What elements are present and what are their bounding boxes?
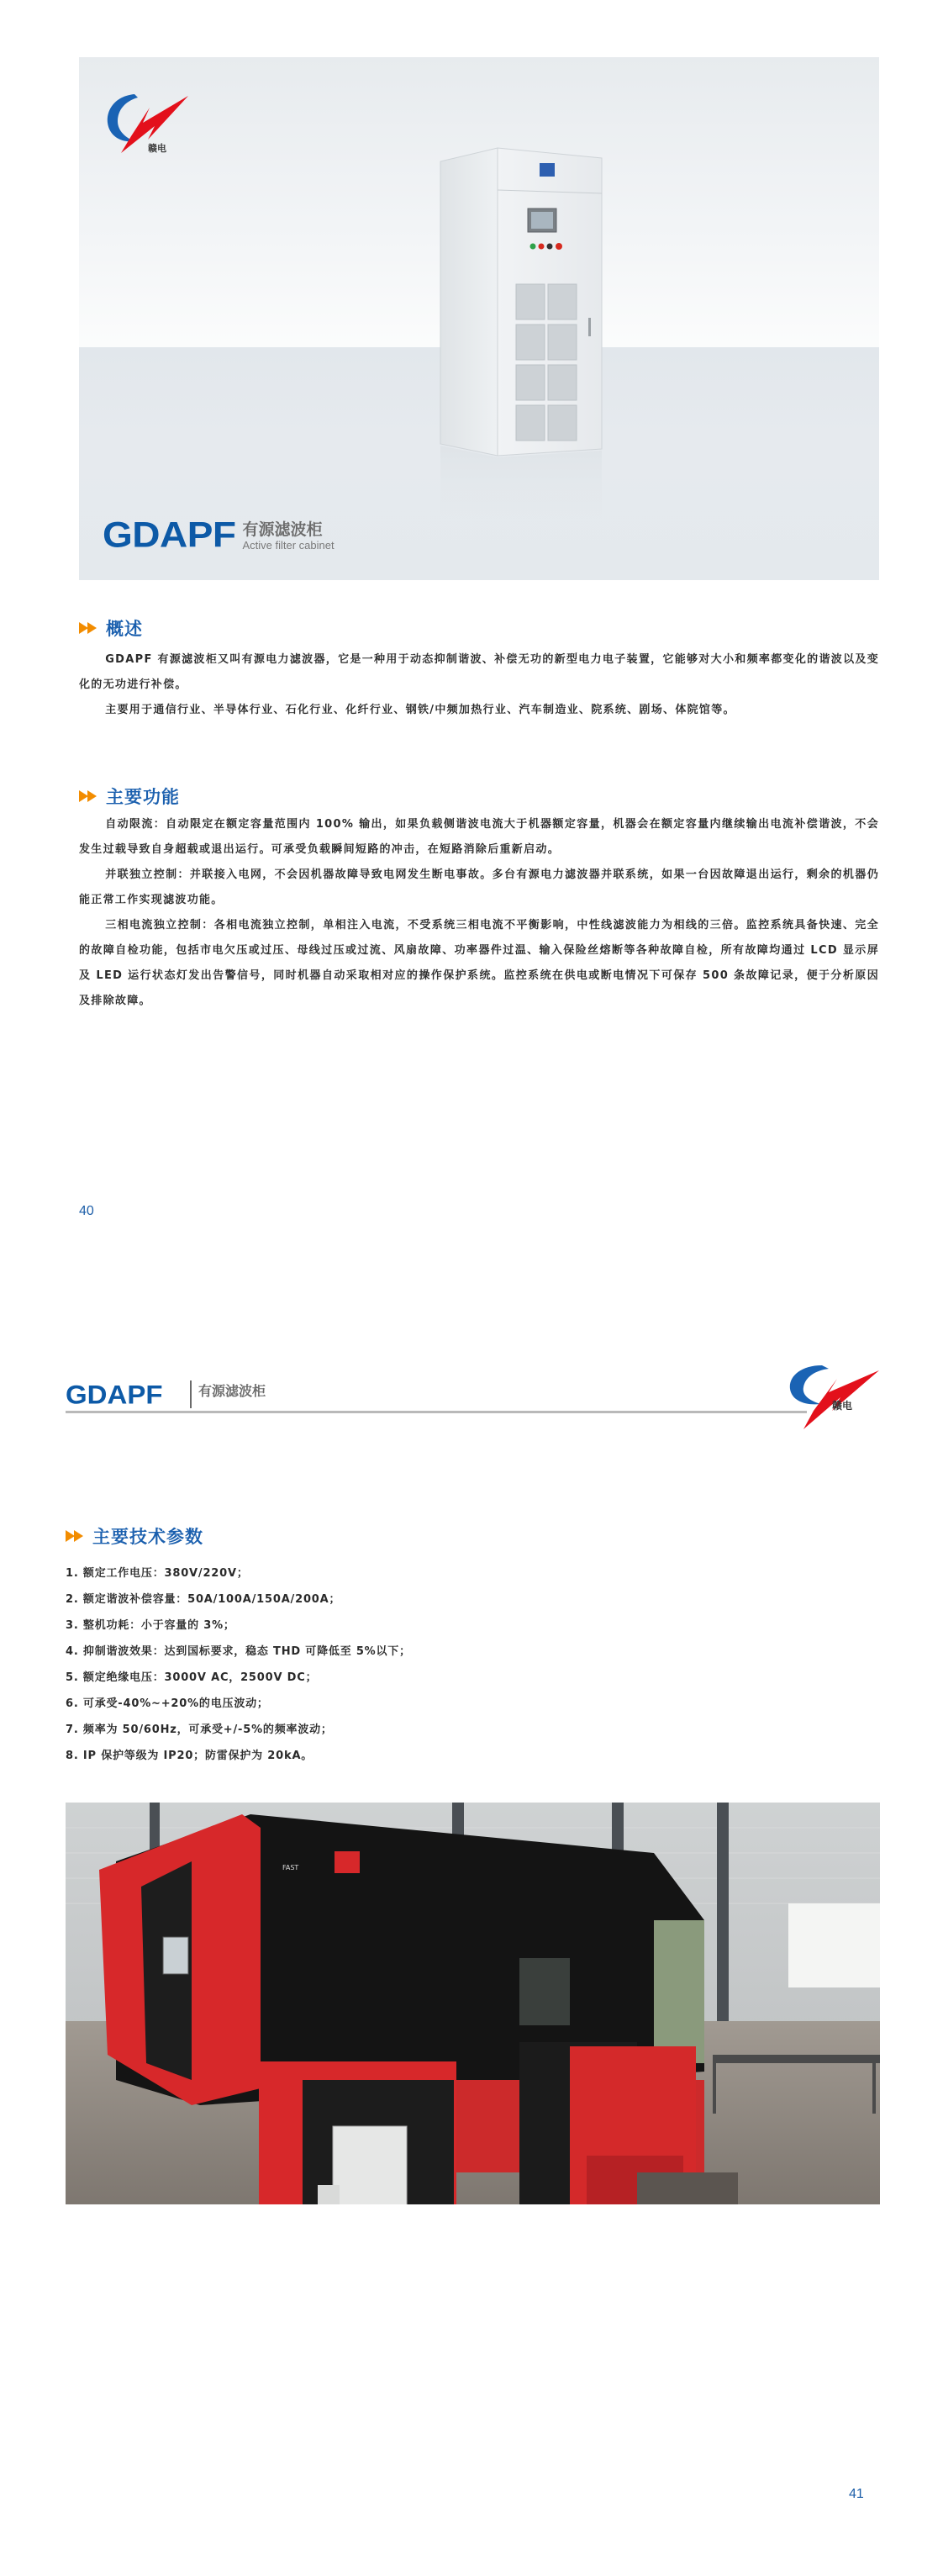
specs-heading [66,1523,203,1549]
spec-item: 8. IP 保护等级为 IP20；防雷保护为 20kA。 [66,1750,313,1762]
hero-banner [79,57,879,580]
product-code: GDAPF [103,515,236,555]
brand-logo-icon [101,89,193,156]
double-arrow-right-icon [79,620,99,636]
section-title: 概述 [106,619,143,639]
spec-item: 6. 可承受-40%~+20%的电压波动； [66,1697,269,1710]
double-arrow-right-icon [79,789,99,804]
header-brand: GDAPF [66,1379,163,1410]
header-product-name: 有源滤波柜 [198,1383,266,1399]
hero-product-title [103,515,335,554]
page-number: 40 [79,1204,94,1218]
overview-paragraph: GDAPF 有源滤波柜又叫有源电力滤波器，它是一种用于动态抑制谐波、补偿无功的新型电力电子装置，它能够对大小和频率都变化的谐波以及变化的无功进行补偿。 [79,653,879,691]
overview-paragraph: 主要用于通信行业、半导体行业、石化行业、化纤行业、钢铁/中频加热行业、汽车制造业、院系统、剧场、体院馆等。 [105,704,735,716]
functions-heading [79,784,180,809]
product-name-en: Active filter cabinet [242,539,335,552]
spec-list [66,1560,411,1769]
page-number: 41 [849,2487,864,2501]
spec-item: 7. 频率为 50/60Hz，可承受+/-5%的频率波动； [66,1723,333,1736]
brand-logo-icon [773,1362,882,1433]
spec-item: 4. 抑制谐波效果：达到国标要求，稳态 THD 可降低至 5%以下； [66,1645,411,1658]
spec-item: 2. 额定谐波补偿容量：50A/100A/150A/200A； [66,1593,341,1606]
svg-text:赣电: 赣电 [832,1400,853,1412]
spec-item: 1. 额定工作电压：380V/220V； [66,1567,249,1580]
function-paragraph: 自动限流：自动限定在额定容量范围内 100% 输出，如果负载侧谐波电流大于机器额定容量，机器会在额定容量内继续输出电流补偿谐波，不会发生过载导致自身超载或退出运行。可承受负载瞬间短路的冲击，在短路消除后重新启动。 [79,818,879,856]
product-name-cn: 有源滤波柜 [242,520,323,539]
header-rule [66,1411,807,1413]
double-arrow-right-icon [66,1528,86,1544]
factory-photo [66,1803,880,2204]
spec-item: 3. 整机功耗：小于容量的 3%； [66,1619,235,1632]
svg-text:FAST: FAST [282,1864,299,1871]
cabinet-illustration [424,141,625,528]
section-title: 主要技术参数 [92,1527,203,1547]
spec-item: 5. 额定绝缘电压：3000V AC，2500V DC； [66,1671,318,1684]
factory-photo-illustration [66,1803,880,2204]
overview-body [79,647,879,723]
page-header [66,1370,807,1414]
function-paragraph: 三相电流独立控制：各相电流独立控制，单相注入电流，不受系统三相电流不平衡影响，中性线滤波能力为相线的三倍。监控系统具备快速、完全的故障自检功能，包括市电欠压或过压、母线过压或过流、风扇故障、功率器件过温、输入保险丝熔断等各种故障自检，所有故障均通过 LCD 显示屏及 LED 运行状态灯发出告警信号，同时机器自动采取相对应的操作保护系统。监控系统在供电或断电情况下可保存 500 条故障记录，便于分析原因及排除故障。 [79,919,879,1007]
function-paragraph: 并联独立控制：并联接入电网，不会因机器故障导致电网发生断电事故。多台有源电力滤波器并联系统，如果一台因故障退出运行，剩余的机器仍能正常工作实现滤波功能。 [79,868,879,906]
section-title: 主要功能 [106,787,180,807]
functions-body [79,812,879,1014]
overview-heading [79,615,143,641]
header-separator [190,1380,192,1408]
svg-text:赣电: 赣电 [148,143,166,154]
